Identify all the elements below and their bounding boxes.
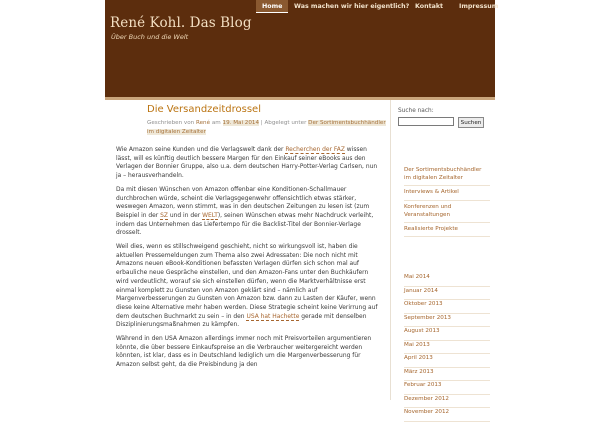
paragraph-text: gerade mit denselben Disziplinierungsmaßnahmen zu kämpfen. xyxy=(116,312,367,329)
nav-kontakt[interactable]: Kontakt xyxy=(415,3,444,10)
meta-filed: | Abgelegt unter xyxy=(260,120,307,126)
archive-list xyxy=(404,273,490,422)
paragraph-text: ), seinen Wünschen etwas mehr Nachdruck verleiht, indem das Unternehmen das Liefertempo für die Backlist-Titel der Bonnier-Verlage drosselt. xyxy=(116,211,374,237)
inline-link[interactable]: SZ xyxy=(160,211,168,219)
search-button[interactable]: Suchen xyxy=(458,117,484,128)
archive-item[interactable]: Oktober 2013 xyxy=(404,300,490,314)
archive-item[interactable]: April 2013 xyxy=(404,354,490,368)
meta-prefix: Geschrieben von xyxy=(147,120,195,126)
category-item[interactable]: Der Sortimentsbuchhändler im digitalen Zeitalter xyxy=(404,164,490,186)
paragraph-text: Während in den USA Amazon allerdings immer noch mit Preisvorteilen argumentieren könnte, die über bessere Einkaufspreise an die Verbraucher weitergereicht werden könnten, ist klar, dass es in Deutschland lediglich um die Margenverbesserung für Amazon selbst geht, da die Preisbindung ja den xyxy=(116,335,372,369)
archive-item[interactable]: September 2013 xyxy=(404,314,490,328)
post-meta xyxy=(147,119,387,136)
category-list xyxy=(404,164,490,237)
main-nav xyxy=(256,0,499,12)
site-description: Über Buch und die Welt xyxy=(111,33,189,41)
archive-item[interactable]: November 2012 xyxy=(404,408,490,422)
paragraph-text: Wie Amazon seine Kunden und die Verlagswelt dank der xyxy=(116,146,286,153)
post-paragraph xyxy=(116,186,381,238)
archive-item[interactable]: Dezember 2012 xyxy=(404,395,490,409)
search-label: Suche nach: xyxy=(398,108,434,114)
paragraph-text: Weil dies, wenn es stillschweigend geschieht, nicht so wirkungsvoll ist, haben die aktuellen Pressemeldungen zum Thema also zwei Adressaten: Die noch nicht mit Amazons neuen eBook-Konditionen befassten Verlagen dürfen sich schon mal auf erbauliche neue Gespräche einstellen, und den Amazon-Fans unter den Buchkäufern wird verdeutlicht, worauf sie sich einstellen dürfen, wenn die Marktverhältnisse erst einmal komplett zu Gunsten von Amazon geklärt sind – nämlich auf Margenverbesserungen zu Gunsten von Amazon bzw. dann zu Lasten der Käufer, wenn diese keine Alternative mehr haben werden. Diese Strategie scheint keine Verirrung auf dem deutschen Buchmarkt zu sein – in den xyxy=(116,243,378,320)
inline-link[interactable]: USA hat Hachette xyxy=(246,312,300,320)
archive-item[interactable]: Januar 2014 xyxy=(404,287,490,301)
site-title[interactable]: René Kohl. Das Blog xyxy=(110,15,252,31)
nav-was-machen-wir[interactable]: Was machen wir hier eigentlich? xyxy=(294,3,410,10)
archive-item[interactable]: Mai 2013 xyxy=(404,341,490,355)
category-item[interactable]: Konferenzen und Veranstaltungen xyxy=(404,201,490,223)
post-body xyxy=(116,146,381,375)
search-input[interactable] xyxy=(398,117,454,126)
meta-on: am xyxy=(211,120,221,126)
nav-impressum[interactable]: Impressum xyxy=(459,3,499,10)
paragraph-text: Da mit diesen Wünschen von Amazon offenbar eine Konditionen-Schallmauer durchbrochen würde, scheint die Verlagsgegenwehr offensichtlich etwas stärker, weswegen Amazon, wenn stimmt, was in den deutschen Zeitungen zu lesen ist (zum Beispiel in der xyxy=(116,185,370,219)
category-item[interactable]: Interviews & Artikel xyxy=(404,186,490,200)
archive-item[interactable]: August 2013 xyxy=(404,327,490,341)
category-item[interactable]: Realisierte Projekte xyxy=(404,223,490,237)
post-paragraph xyxy=(116,335,381,370)
paragraph-text: und in der xyxy=(167,211,203,219)
archive-item[interactable]: Mai 2014 xyxy=(404,273,490,287)
meta-author-link[interactable]: René xyxy=(195,120,211,126)
meta-date: 19. Mai 2014 xyxy=(222,120,260,126)
post-title[interactable]: Die Versandzeitdrossel xyxy=(147,104,261,115)
post-paragraph xyxy=(116,146,381,181)
archive-item[interactable]: März 2013 xyxy=(404,368,490,382)
inline-link[interactable]: Recherchen der FAZ xyxy=(285,146,345,153)
nav-home[interactable]: Home xyxy=(256,0,288,13)
paragraph-text: wissen lässt, will es künftig deutlich bessere Margen für den Einkauf seiner eBooks aus den Verlagen der Bonnier Gruppe, also u.a. dem deutschen Harry-Potter-Verlag Carlsen, nun ja – herausverhandeln. xyxy=(116,146,378,180)
archive-item[interactable]: Februar 2013 xyxy=(404,381,490,395)
inline-link[interactable]: WELT xyxy=(202,211,218,219)
post-paragraph xyxy=(116,243,381,330)
meta-category-link[interactable]: Der Sortimentsbuchhändler im digitalen Zeitalter xyxy=(147,120,386,135)
